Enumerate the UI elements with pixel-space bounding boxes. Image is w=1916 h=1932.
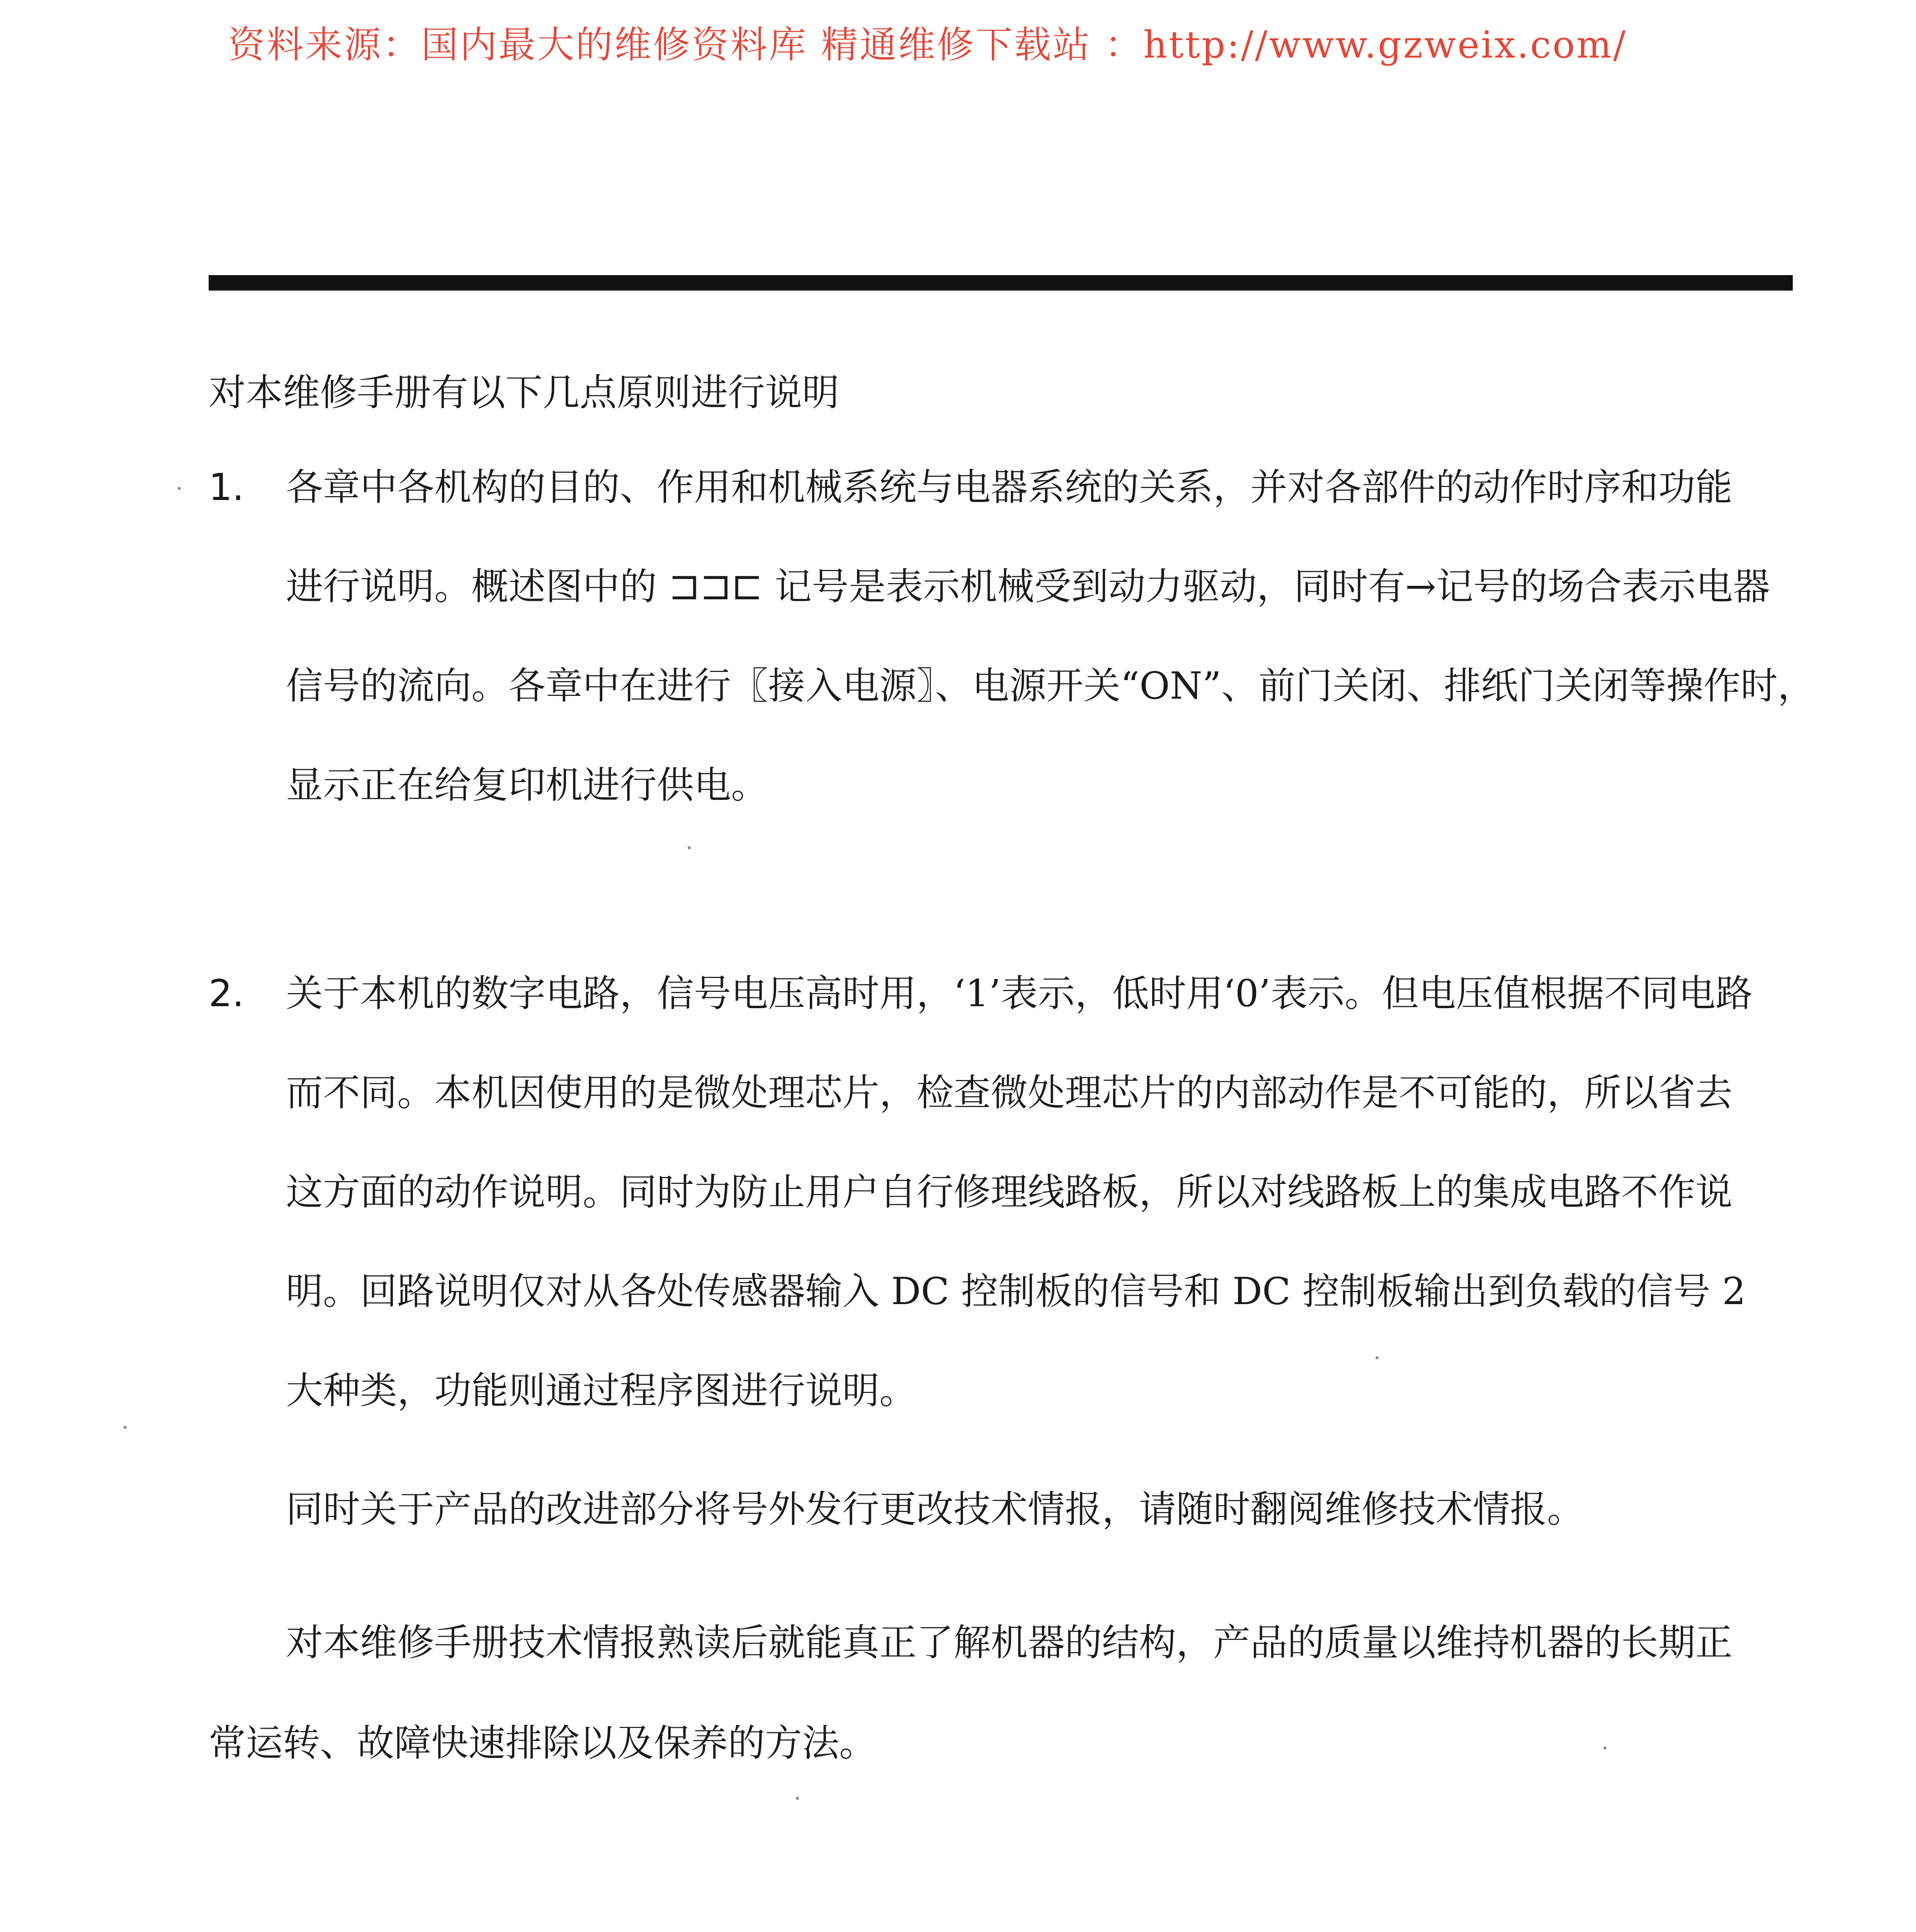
item-number: 1. <box>209 466 244 509</box>
item-line: 明。回路说明仅对从各处传感器输入 DC 控制板的信号和 DC 控制板输出到负载的信号 2 <box>286 1270 1746 1313</box>
paragraph-conclusion-continued: 常运转、故障快速排除以及保养的方法。 <box>209 1721 876 1765</box>
item-line: 各章中各机构的目的、作用和机械系统与电器系统的关系，并对各部件的动作时序和功能 <box>286 466 1732 509</box>
item-text <box>286 466 1815 863</box>
item-line: 而不同。本机因使用的是微处理芯片，检查微处理芯片的内部动作是不可能的，所以省去 <box>286 1071 1732 1114</box>
item-line: 大种类，功能则通过程序图进行说明。 <box>286 1369 916 1412</box>
item-number: 2. <box>209 972 244 1015</box>
item-text <box>286 972 1753 1468</box>
paragraph-conclusion: 对本维修手册技术情报熟读后就能真正了解机器的结构，产品的质量以维持机器的长期正 <box>286 1621 1732 1664</box>
scan-speck <box>124 1426 127 1429</box>
item-line: 关于本机的数字电路，信号电压高时用，‘1’表示，低时用‘0’表示。但电压值根据不同电路 <box>286 972 1753 1015</box>
scan-speck <box>796 1797 799 1800</box>
item-line: 显示正在给复印机进行供电。 <box>286 764 768 807</box>
item-line: 进行说明。概述图中的 ⊐⊐⊏ 记号是表示机械受到动力驱动，同时有→记号的场合表示电器 <box>286 565 1770 608</box>
scan-speck <box>688 846 691 849</box>
scan-speck <box>178 487 181 490</box>
paragraph-updates: 同时关于产品的改进部分将号外发行更改技术情报，请随时翻阅维修技术情报。 <box>286 1488 1584 1531</box>
item-line: 信号的流向。各章中在进行〖接入电源〗、电源开关“ON”、前门关闭、排纸门关闭等操作时， <box>286 664 1815 707</box>
header-rule <box>209 275 1793 291</box>
source-watermark: 资料来源：国内最大的维修资料库 精通维修下载站 ：http://www.gzweix.com/ <box>228 23 1627 66</box>
scan-speck <box>1603 1747 1607 1750</box>
item-line: 这方面的动作说明。同时为防止用户自行修理线路板，所以对线路板上的集成电路不作说 <box>286 1170 1732 1214</box>
scan-speck <box>1375 1356 1379 1359</box>
intro-line: 对本维修手册有以下几点原则进行说明 <box>209 371 839 414</box>
